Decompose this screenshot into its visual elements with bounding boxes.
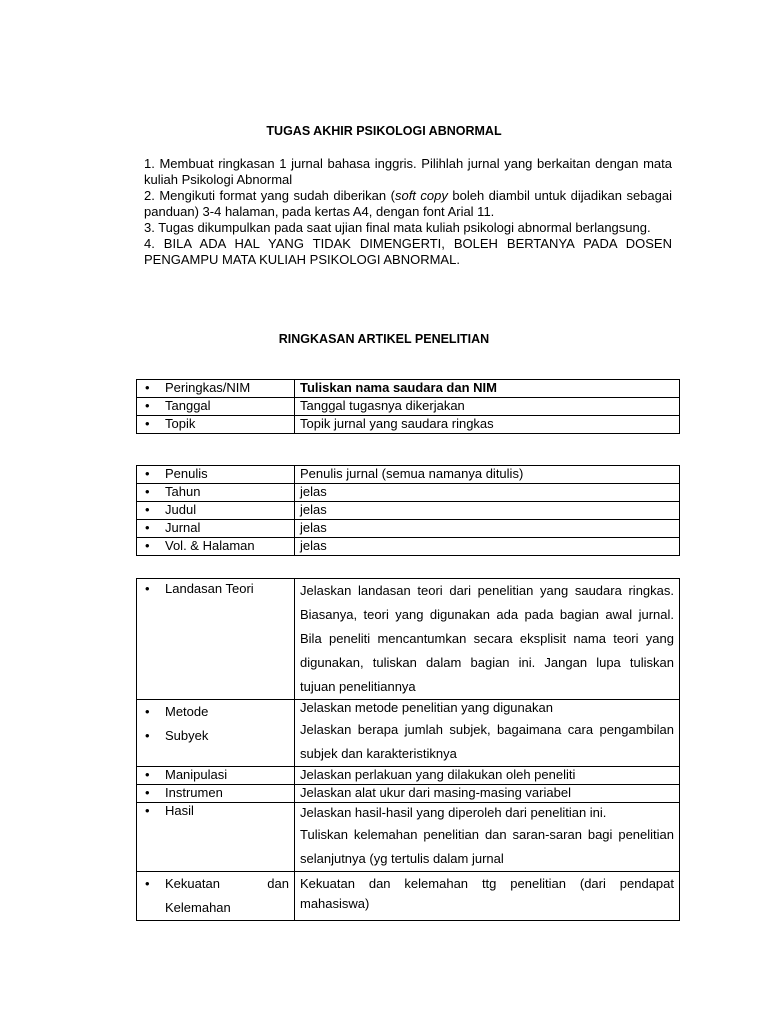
section-title: RINGKASAN ARTIKEL PENELITIAN	[278, 332, 490, 346]
row-value: Jelaskan alat ukur dari masing-masing variabel	[295, 785, 680, 803]
row-label: Hasil	[165, 803, 194, 818]
table-row	[137, 466, 680, 484]
row-label: Subyek	[165, 728, 209, 743]
row-label: Topik	[165, 416, 196, 431]
row-value: jelas	[295, 484, 680, 502]
row-label: Metode	[165, 704, 209, 719]
row-label: Vol. & Halaman	[165, 538, 255, 553]
bibliography-table	[136, 465, 680, 556]
instruction-3: 3. Tugas dikumpulkan pada saat ujian final mata kuliah psikologi abnormal berlangsung.	[144, 220, 651, 235]
table-row	[137, 416, 680, 434]
row-label: Instrumen	[165, 785, 223, 800]
row-value: Jelaskan hasil-hasil yang diperoleh dari penelitian ini.	[300, 805, 607, 820]
bullet-icon: •	[145, 380, 150, 395]
table-row	[137, 872, 680, 921]
bullet-icon: •	[145, 466, 150, 481]
table-row	[137, 803, 680, 872]
row-label: Peringkas/NIM	[165, 380, 251, 395]
table-row	[137, 700, 680, 767]
bullet-icon: •	[145, 416, 150, 431]
instruction-2: 2. Mengikuti format yang sudah diberikan (soft copy boleh diambil untuk dijadikan sebagai panduan) 3-4 halaman, pada kertas A4, dengan font Arial 11.	[144, 188, 672, 219]
bullet-icon: •	[145, 398, 150, 413]
row-label: Landasan Teori	[165, 581, 254, 596]
table-row	[137, 767, 680, 785]
table-row	[137, 502, 680, 520]
bullet-icon: •	[145, 785, 150, 800]
bullet-icon: •	[145, 581, 150, 596]
document-title: TUGAS AKHIR PSIKOLOGI ABNORMAL	[266, 124, 502, 138]
row-label: Penulis	[165, 466, 208, 481]
row-label: Judul	[165, 502, 197, 517]
identity-table	[136, 379, 680, 434]
row-label: Kekuatan	[165, 876, 220, 891]
row-value: jelas	[295, 538, 680, 556]
row-value: Topik jurnal yang saudara ringkas	[295, 416, 680, 434]
table-row	[137, 785, 680, 803]
row-value: Jelaskan berapa jumlah subjek, bagaimana cara pengambilan subjek dan karakteristiknya	[300, 722, 674, 761]
instruction-1: 1. Membuat ringkasan 1 jurnal bahasa inggris. Pilihlah jurnal yang berkaitan dengan mata kuliah Psikologi Abnormal	[144, 156, 672, 187]
table-row	[137, 579, 680, 700]
instructions	[144, 156, 672, 268]
row-value: jelas	[295, 520, 680, 538]
row-value: Tuliskan kelemahan penelitian dan saran-saran bagi penelitian selanjutnya (yg tertulis dalam jurnal	[300, 827, 674, 866]
table-row	[137, 538, 680, 556]
row-value: Tanggal tugasnya dikerjakan	[295, 398, 680, 416]
bullet-icon: •	[145, 876, 150, 891]
table-row	[137, 484, 680, 502]
bullet-icon: •	[145, 520, 150, 535]
row-value: Tuliskan nama saudara dan NIM	[295, 380, 680, 398]
row-value: Jelaskan metode penelitian yang digunakan	[300, 700, 553, 715]
row-value: Jelaskan landasan teori dari penelitian yang saudara ringkas. Biasanya, teori yang digunakan ada pada bagian awal jurnal. Bila peneliti mencantumkan secara eksplisit nama teori yang digunakan, tuliskan dalam bagian ini. Jangan lupa tuliskan tujuan penelitiannya	[295, 579, 680, 700]
row-label: dan	[267, 876, 289, 891]
row-label: Tahun	[165, 484, 201, 499]
bullet-icon: •	[145, 502, 150, 517]
row-label: Manipulasi	[165, 767, 228, 782]
bullet-icon: •	[145, 484, 150, 499]
table-row	[137, 398, 680, 416]
bullet-icon: •	[145, 704, 150, 719]
row-value: Kekuatan dan kelemahan ttg penelitian (dari pendapat mahasiswa)	[295, 872, 680, 921]
table-row	[137, 380, 680, 398]
row-value: Penulis jurnal (semua namanya ditulis)	[295, 466, 680, 484]
row-label: Tanggal	[165, 398, 211, 413]
row-value: Jelaskan perlakuan yang dilakukan oleh peneliti	[295, 767, 680, 785]
bullet-icon: •	[145, 538, 150, 553]
row-label: Kelemahan	[165, 900, 231, 915]
bullet-icon: •	[145, 767, 150, 782]
bullet-icon: •	[145, 728, 150, 743]
bullet-icon: •	[145, 803, 150, 818]
instruction-4: 4. BILA ADA HAL YANG TIDAK DIMENGERTI, BOLEH BERTANYA PADA DOSEN PENGAMPU MATA KULIAH PSIKOLOGI ABNORMAL.	[144, 236, 672, 267]
table-row	[137, 520, 680, 538]
content-table	[136, 578, 680, 921]
row-label: Jurnal	[165, 520, 201, 535]
row-value: jelas	[295, 502, 680, 520]
